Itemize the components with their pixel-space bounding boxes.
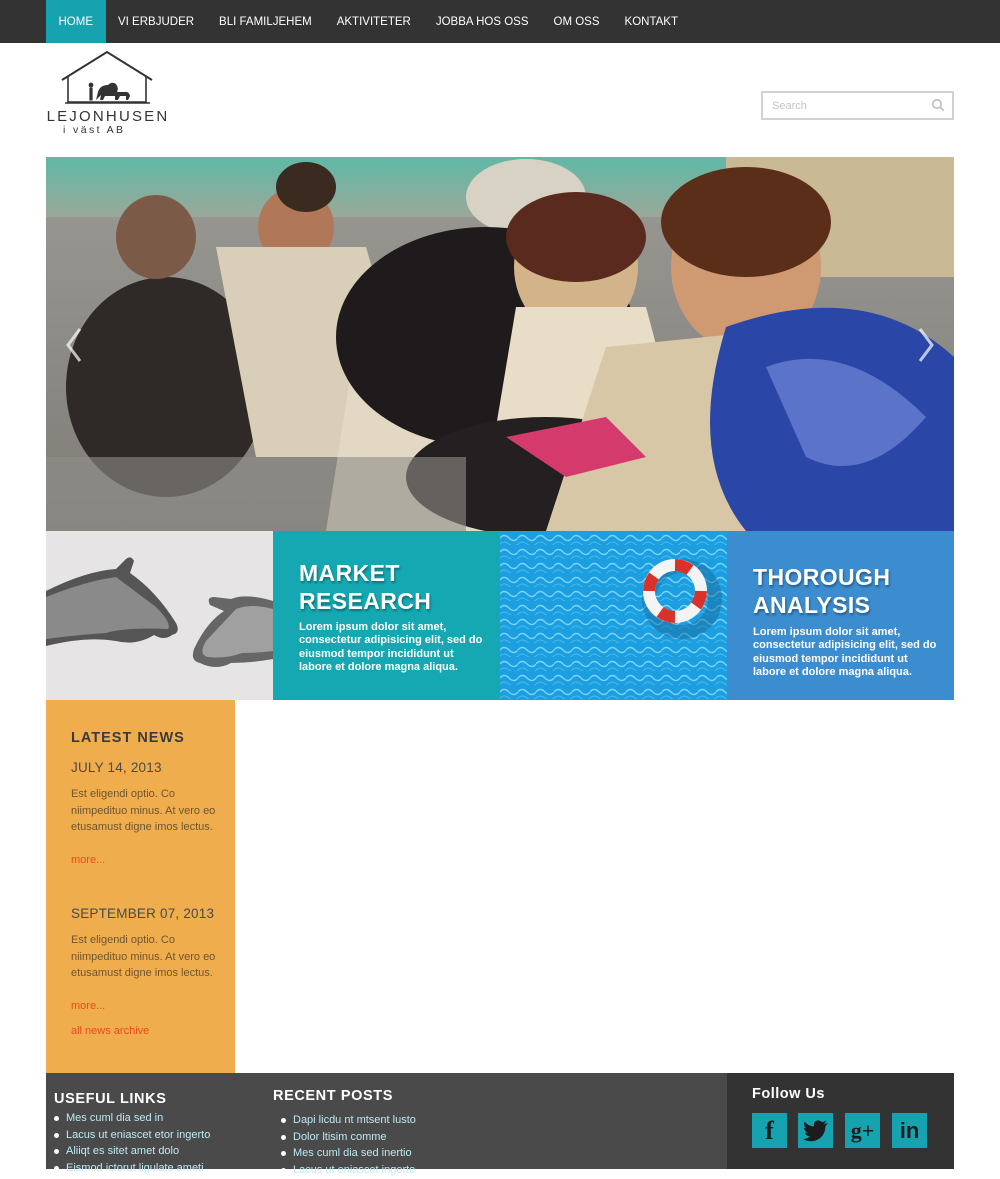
logo-subtitle: i väst AB [63,124,126,136]
list-item[interactable]: Mes cuml dia sed inertio [273,1145,416,1162]
news-more-link[interactable]: more... [71,854,106,866]
list-item[interactable]: Lacus ut eniascet ingerto [273,1162,416,1179]
nav-item-jobba-hos-oss[interactable]: JOBBA HOS OSS [435,16,529,28]
twitter-icon[interactable] [798,1113,833,1148]
site-logo[interactable] [46,50,170,138]
news-text: Est eligendi optio. Co niimpedituo minus. At vero eo etusamust digne imos lectus. [71,934,216,980]
pool-image [500,531,727,700]
facebook-icon[interactable] [752,1113,787,1148]
google-plus-glyph: g+ [850,1117,875,1143]
nav-item-vi-erbjuder[interactable]: VI ERBJUDER [118,16,195,28]
news-archive-link[interactable]: all news archive [71,1025,150,1037]
search-box [761,91,954,120]
list-item[interactable]: Eismod ictorut ligulate ameti [46,1160,210,1177]
google-plus-icon[interactable] [845,1113,880,1148]
linkedin-icon[interactable] [892,1113,927,1148]
nav-item-home[interactable]: HOME [46,0,106,43]
follow-us-heading: Follow Us [752,1086,825,1102]
recent-posts-list [273,1112,416,1179]
feature-text: Lorem ipsum dolor sit amet, consectetur adipisicing elit, sed do eiusmod tempor incididunt ut labore et dolore magna aliqua. [753,626,937,679]
feature-title-line2: RESEARCH [299,588,432,614]
news-date: SEPTEMBER 07, 2013 [71,906,215,921]
latest-news-panel [46,700,235,1073]
feature-thorough-analysis [727,531,954,700]
feature-text: Lorem ipsum dolor sit amet, consectetur adipisicing elit, sed do eiusmod tempor incididunt ut labore et dolore magna aliqua. [299,621,483,674]
chevron-left-icon[interactable] [62,325,86,365]
feature-title-line1: MARKET [299,560,400,586]
useful-links-heading: USEFUL LINKS [54,1091,167,1107]
handshake-image [46,531,273,700]
follow-us-panel [727,1073,954,1169]
list-item[interactable]: Lacus ut eniascet etor ingerto [46,1127,210,1144]
chevron-right-icon[interactable] [914,325,938,365]
lifebuoy-icon [500,531,727,700]
feature-market-research [273,531,500,700]
news-title: LATEST NEWS [71,730,185,746]
list-item[interactable]: Dapi licdu nt mtsent lusto [273,1112,416,1129]
hero-image [46,157,954,531]
linkedin-glyph: in [899,1117,920,1143]
news-more-link[interactable]: more... [71,1000,106,1012]
recent-posts-heading: RECENT POSTS [273,1088,393,1104]
footer [46,1073,727,1177]
useful-links-list [46,1110,210,1177]
list-item[interactable]: Mes cuml dia sed in [46,1110,210,1127]
main-nav [46,0,691,43]
list-item[interactable]: Dolor ltisim comme [273,1129,416,1146]
feature-title-line2: ANALYSIS [753,592,871,618]
facebook-glyph: f [765,1115,774,1145]
top-navigation-bar [0,0,1000,43]
search-input[interactable] [763,93,928,118]
feature-row [46,531,954,700]
nav-item-bli-familjehem[interactable]: BLI FAMILJEHEM [219,16,312,28]
nav-item-kontakt[interactable]: KONTAKT [624,16,678,28]
feature-title-line1: THOROUGH [753,564,891,590]
logo-name: LEJONHUSEN [46,108,170,125]
house-lion-icon [46,50,170,108]
search-icon[interactable] [931,98,945,112]
news-date: JULY 14, 2013 [71,760,162,775]
list-item[interactable]: Aliiqt es sitet amet dolo [46,1143,210,1160]
nav-item-om-oss[interactable]: OM OSS [553,16,600,28]
nav-item-aktiviteter[interactable]: AKTIVITETER [336,16,411,28]
hero-slider [46,157,954,531]
handshake-icon [46,531,273,700]
twitter-bird-icon [803,1120,829,1142]
news-text: Est eligendi optio. Co niimpedituo minus. At vero eo etusamust digne imos lectus. [71,788,216,834]
